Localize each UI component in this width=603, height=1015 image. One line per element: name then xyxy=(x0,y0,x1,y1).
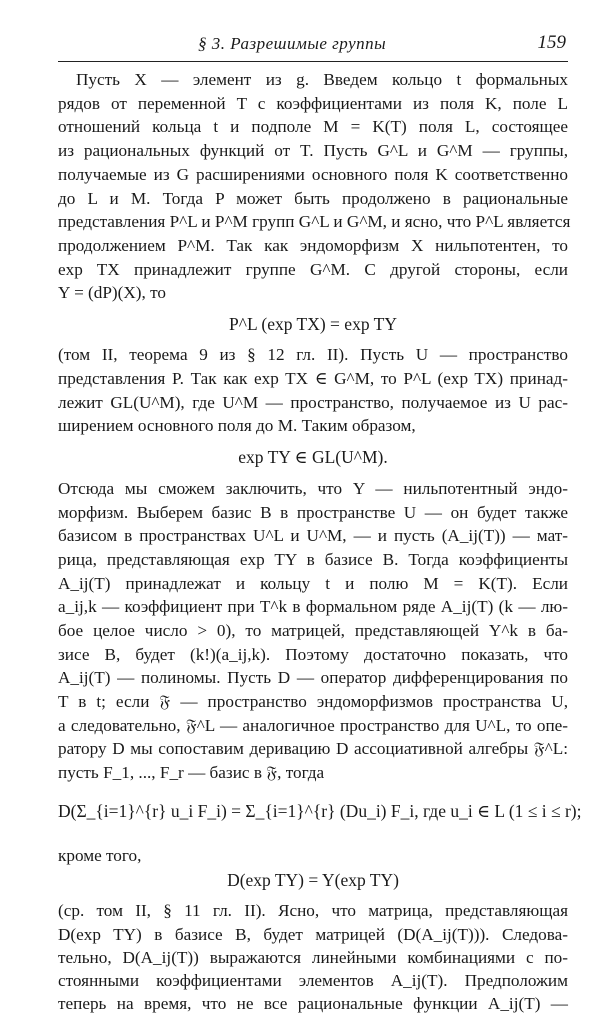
text-line: тельно, D(A_ij(T)) выражаются линейными комбинациями с по- xyxy=(58,948,568,967)
text-line: представления P. Так как exp TX ∈ G^M, то P^L (exp TX) принад- xyxy=(58,369,568,388)
text-line: представления P^L и P^M групп G^L и G^M, и ясно, что P^L является xyxy=(58,212,571,231)
display-formula: P^L (exp TX) = exp TY xyxy=(229,314,397,334)
display-formula: D(Σ_{i=1}^{r} u_i F_i) = Σ_{i=1}^{r} (Du_i) F_i, где u_i ∈ L (1 ≤ i ≤ r); xyxy=(58,801,582,821)
text-line: отношений кольца t и подполе M = K(T) поля L, состоящее xyxy=(58,117,568,136)
header-rule xyxy=(58,61,568,62)
text-line: из рациональных функций от T. Пусть G^L и G^M — группы, xyxy=(58,141,568,160)
text-line: Y = (dP)(X), то xyxy=(58,283,166,302)
text-line: а следовательно, 𝔉^L — аналогичное пространство для U^L, то опе- xyxy=(58,716,568,735)
text-line: теперь на время, что не все рациональные функции A_ij(T) — xyxy=(58,994,568,1013)
display-formula: exp TY ∈ GL(U^M). xyxy=(238,447,388,467)
section-title: § 3. Разрешимые группы xyxy=(198,34,387,53)
text-line: рядов от переменной T с коэффициентами из поля K, поле L xyxy=(58,94,568,113)
text-line: A_ij(T) — полиномы. Пусть D — оператор дифференцирования по xyxy=(58,668,568,687)
text-line: лежит GL(U^M), где U^M — пространство, получаемое из U рас- xyxy=(58,393,568,412)
text-line: Пусть X — элемент из g. Введем кольцо t формальных xyxy=(76,70,568,89)
text-line: (том II, теорема 9 из § 12 гл. II). Пусть U — пространство xyxy=(58,345,568,364)
text-line: получаемые из G расширениями основного поля K соответственно xyxy=(58,165,568,184)
text-line: зисе B, будет (k!)(a_ij,k). Поэтому достаточно показать, что xyxy=(58,645,568,664)
text-line: a_ij,k — коэффициент при T^k в формальном ряде A_ij(T) (k — лю- xyxy=(58,597,568,616)
text-line: кроме того, xyxy=(58,846,142,865)
text-line: ширением основного поля до M. Таким образом, xyxy=(58,416,416,435)
text-line: D(exp TY) в базисе B, будет матрицей (D(A_ij(T))). Следова- xyxy=(58,925,568,944)
text-line: пусть F_1, ..., F_r — базис в 𝔉, тогда xyxy=(58,763,325,782)
text-line: до L и M. Тогда P может быть продолжено в рациональные xyxy=(58,189,568,208)
text-line: T в t; если 𝔉 — пространство эндоморфизмов пространства U, xyxy=(58,692,568,711)
page-number: 159 xyxy=(537,32,566,53)
text-line: стоянными коэффициентами элементов A_ij(T). Предположим xyxy=(58,971,568,990)
text-line: A_ij(T) принадлежат и кольцу t и полю M = K(T). Если xyxy=(58,574,568,593)
text-line: рица, представляющая exp TY в базисе B. Тогда коэффициенты xyxy=(58,550,568,569)
text-line: (ср. том II, § 11 гл. II). Ясно, что матрица, представляющая xyxy=(58,901,568,920)
text-line: базисом в пространствах U^L и U^M, — и пусть (A_ij(T)) — мат- xyxy=(58,526,568,545)
text-line: бое целое число > 0), то матрицей, представляющей Y^k в ба- xyxy=(58,621,568,640)
text-line: Отсюда мы сможем заключить, что Y — нильпотентный эндо- xyxy=(58,479,568,498)
text-line: ратору D мы сопоставим деривацию D ассоциативной алгебры 𝔉^L: xyxy=(58,739,568,758)
text-line: морфизм. Выберем базис B в пространстве U — он будет также xyxy=(58,503,568,522)
display-formula: D(exp TY) = Y(exp TY) xyxy=(227,870,399,890)
text-line: продолжением P^M. Так как эндоморфизм X нильпотентен, то xyxy=(58,236,568,255)
text-line: exp TX принадлежит группе G^M. С другой стороны, если xyxy=(58,260,568,279)
running-header xyxy=(58,32,568,64)
